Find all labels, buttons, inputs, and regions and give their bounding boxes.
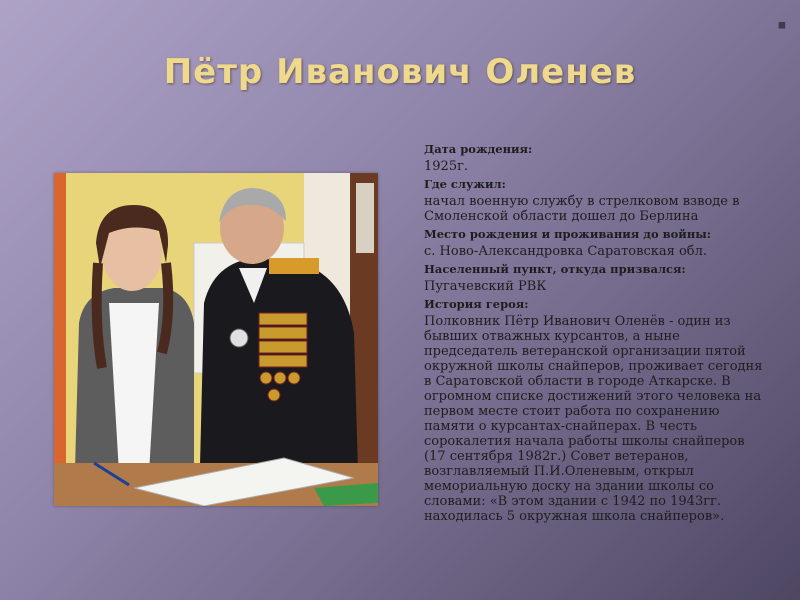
- drafted-label: Населенный пункт, откуда призвался:: [424, 262, 686, 276]
- birth-value: 1925г.: [424, 159, 469, 174]
- birth-label: Дата рождения:: [424, 142, 533, 156]
- veteran-photo: [54, 173, 378, 506]
- slide-title: Пётр Иванович Оленев: [163, 52, 637, 92]
- service-label: Где служил:: [424, 177, 506, 191]
- residence-label: Место рождения и проживания до войны:: [424, 227, 712, 241]
- bio-panel: [424, 142, 764, 527]
- history-value: Полковник Пётр Иванович Оленёв - один из бывших отважных курсантов, а ныне председатель ветеранской организации пятой окружной школы снайперов, проживает сегодня в Саратовской области в городе Аткарске. В огромном списке достижений этого человека на первом месте стоит работа по сохранению памяти о курсантах-снайперах. В честь сорокалетия начала работы школы снайперов (17 сентября 1982г.) Совет ветеранов, возглавляемый П.И.Оленевым, открыл мемориальную доску на здании школы со словами: «В этом здании с 1942 по 1943гг. находилась 5 окружная школа снайперов».: [424, 314, 763, 524]
- history-label: История героя:: [424, 297, 529, 311]
- service-value: начал военную службу в стрелковом взводе в Смоленской области дошел до Берлина: [424, 194, 740, 224]
- square-bullet-icon: ◼: [777, 20, 786, 31]
- residence-value: с. Ново-Александровка Саратовская обл.: [424, 244, 707, 259]
- drafted-value: Пугачевский РВК: [424, 279, 547, 294]
